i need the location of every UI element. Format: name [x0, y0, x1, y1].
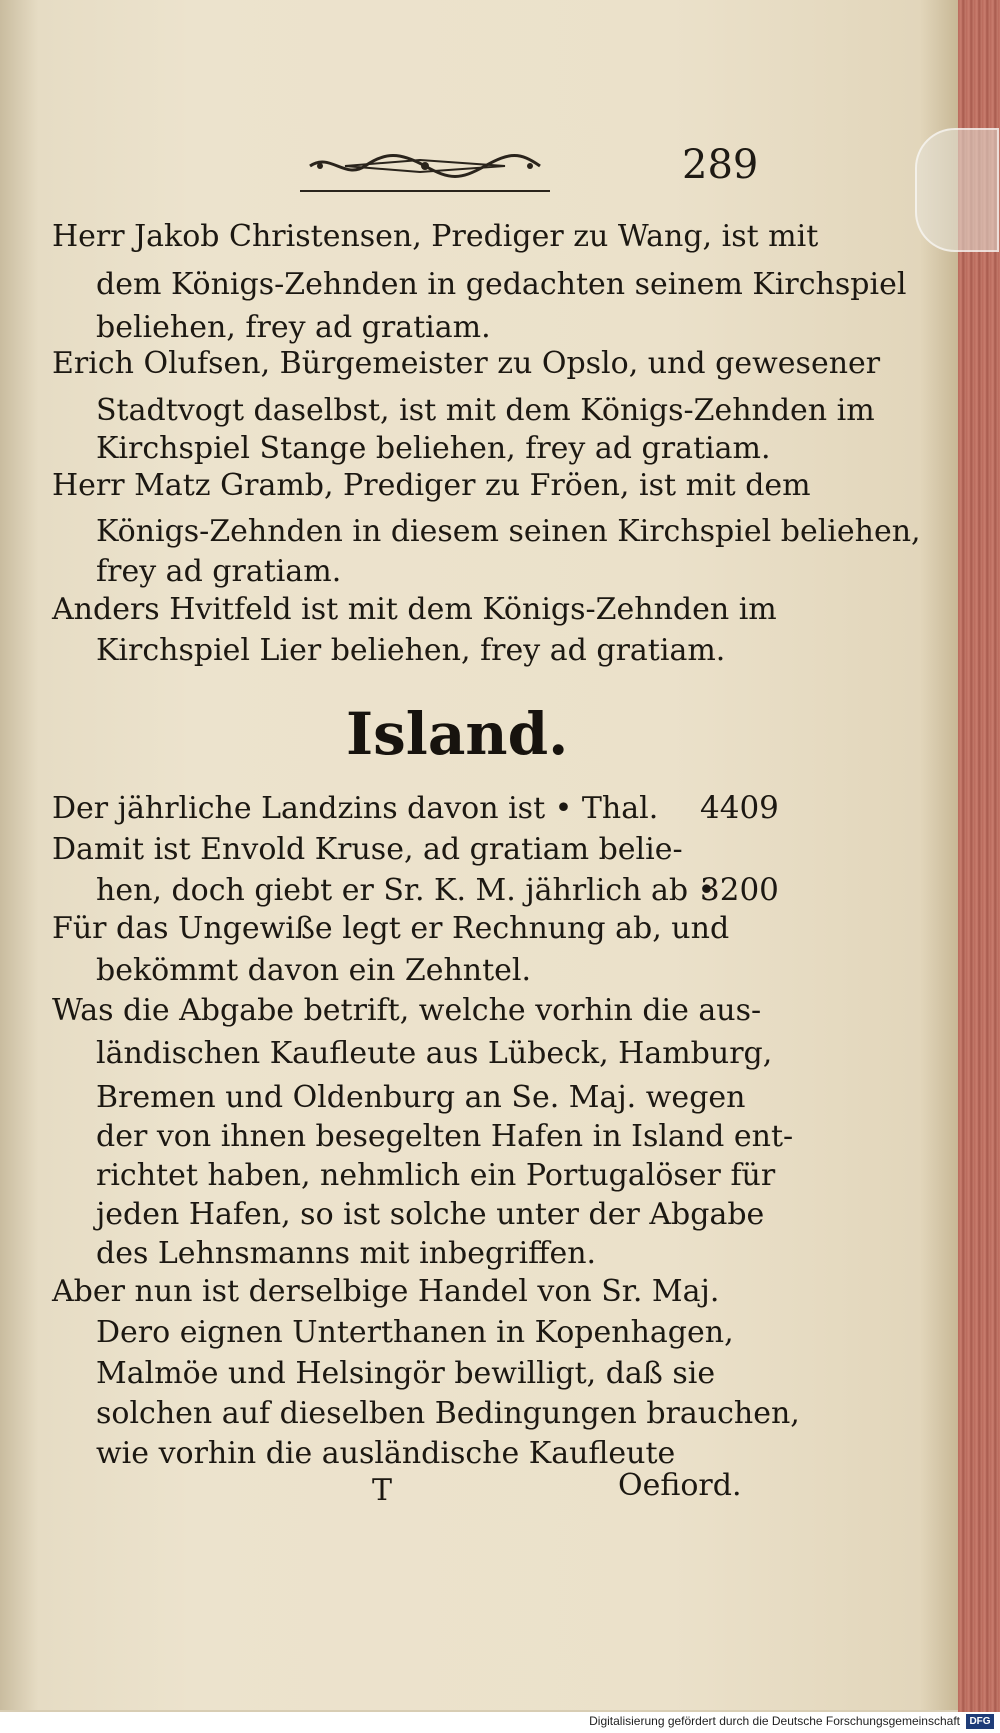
- text-line: Dero eignen Unterthanen in Kopenhagen,: [96, 1315, 734, 1350]
- text-line: Kirchspiel Stange beliehen, frey ad gratiam.: [96, 431, 771, 466]
- amount-value: 4409: [700, 790, 779, 826]
- text-line: dem Königs-Zehnden in gedachten seinem Kirchspiel: [96, 267, 907, 302]
- text-line: frey ad gratiam.: [96, 554, 342, 589]
- text-line: Bremen und Oldenburg an Se. Maj. wegen: [96, 1080, 746, 1115]
- text-line: richtet haben, nehmlich ein Portugalöser für: [96, 1158, 776, 1193]
- text-line: der von ihnen besegelten Hafen in Island ent-: [96, 1119, 794, 1154]
- text-line: Damit ist Envold Kruse, ad gratiam belie-: [52, 832, 683, 867]
- text-line: solchen auf dieselben Bedingungen brauchen,: [96, 1396, 800, 1431]
- text-line: Stadtvogt daselbst, ist mit dem Königs-Zehnden im: [96, 393, 875, 428]
- text-line: Aber nun ist derselbige Handel von Sr. Maj.: [52, 1274, 720, 1309]
- text-line: des Lehnsmanns mit inbegriffen.: [96, 1236, 597, 1271]
- text-line: Was die Abgabe betrift, welche vorhin die aus-: [52, 993, 762, 1028]
- footer-credit: Digitalisierung gefördert durch die Deutsche Forschungsgemeinschaft: [589, 1714, 960, 1728]
- header-ornament-icon: [300, 148, 550, 184]
- text-line: Erich Olufsen, Bürgemeister zu Opslo, und gewesener: [52, 346, 881, 381]
- amount-value: 3200: [700, 872, 779, 908]
- text-line: Herr Jakob Christensen, Prediger zu Wang, ist mit: [52, 219, 819, 254]
- dfg-logo-icon: DFG: [966, 1714, 994, 1729]
- header-rule: [300, 190, 550, 192]
- text-line: jeden Hafen, so ist solche unter der Abgabe: [96, 1197, 765, 1232]
- page-clip: [915, 128, 999, 252]
- text-line: Herr Matz Gramb, Prediger zu Fröen, ist mit dem: [52, 468, 811, 503]
- page-number: 289: [682, 142, 759, 188]
- page-edge: [958, 0, 1000, 1712]
- text-line: wie vorhin die ausländische Kaufleute: [96, 1436, 676, 1471]
- text-line: ländischen Kaufleute aus Lübeck, Hamburg,: [96, 1036, 773, 1071]
- signature-mark: T: [372, 1473, 393, 1508]
- text-line: Für das Ungewiße legt er Rechnung ab, und: [52, 911, 730, 946]
- text-line: Königs-Zehnden in diesem seinen Kirchspiel beliehen,: [96, 514, 921, 549]
- text-line: hen, doch giebt er Sr. K. M. jährlich ab •: [96, 873, 716, 908]
- section-heading: Island.: [346, 700, 569, 768]
- text-line: Kirchspiel Lier beliehen, frey ad gratiam.: [96, 633, 726, 668]
- catchword: Oefiord.: [618, 1468, 742, 1503]
- text-line: Der jährliche Landzins davon ist • Thal.: [52, 791, 659, 826]
- text-line: beliehen, frey ad gratiam.: [96, 310, 491, 345]
- text-line: bekömmt davon ein Zehntel.: [96, 953, 532, 988]
- text-line: Anders Hvitfeld ist mit dem Königs-Zehnden im: [52, 592, 777, 627]
- text-line: Malmöe und Helsingör bewilligt, daß sie: [96, 1356, 716, 1391]
